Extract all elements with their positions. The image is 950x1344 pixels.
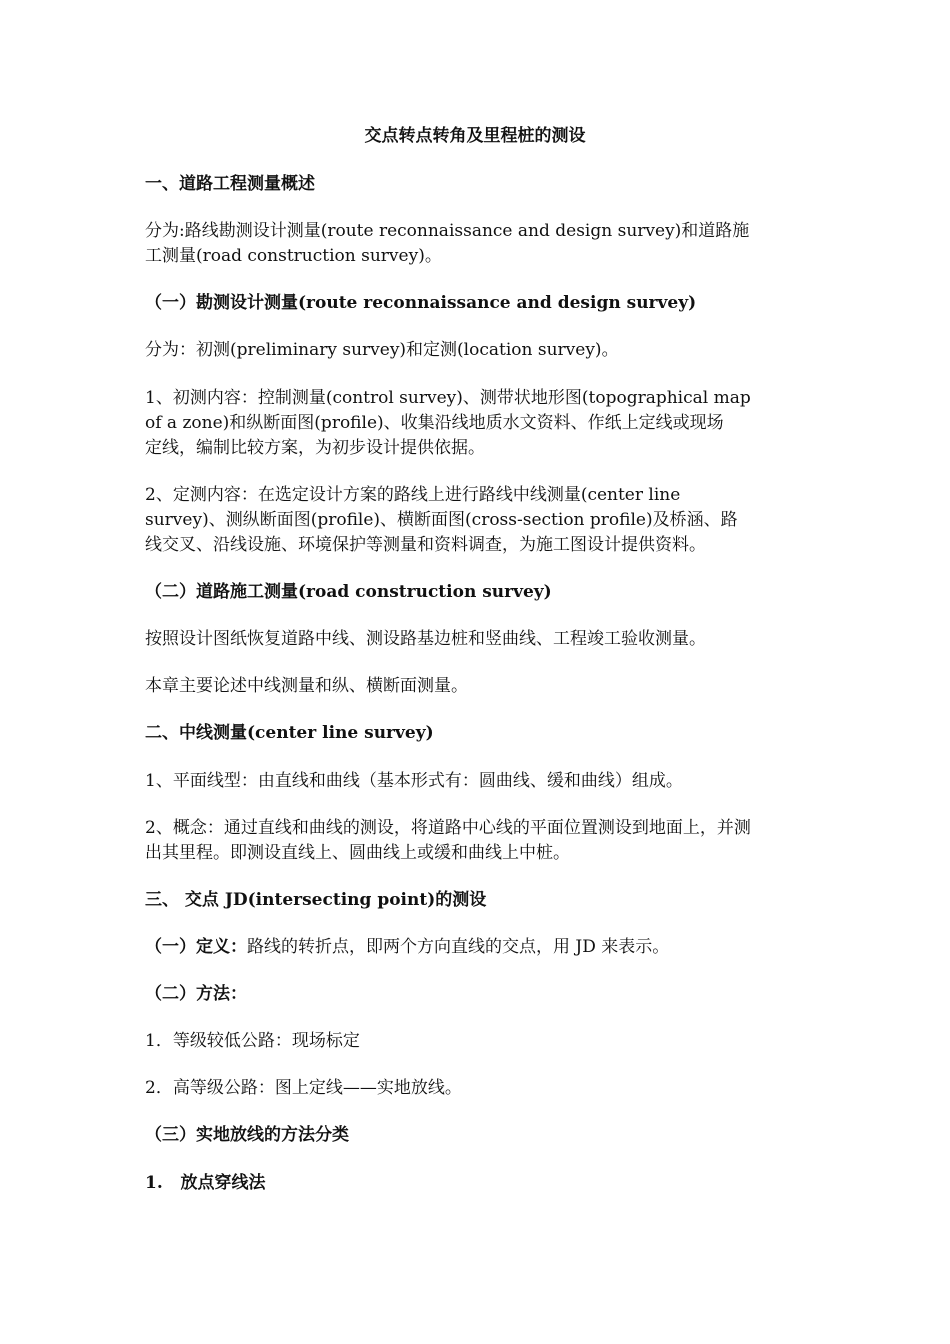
definition-text: 路线的转折点，即两个方向直线的交点，用 JD 来表示。: [247, 937, 670, 957]
paragraph-plane-alignment: 1、平面线型：由直线和曲线（基本形式有：圆曲线、缓和曲线）组成。: [145, 771, 683, 791]
paragraph-location-line3: 线交叉、沿线设施、环境保护等测量和资料调查，为施工图设计提供资料。: [145, 535, 706, 555]
paragraph-location-line2: survey)、测纵断面图(profile)、横断面图(cross-section profile)及桥涵、路: [145, 510, 738, 530]
paragraph-division-line2: 工测量(road construction survey)。: [145, 246, 442, 266]
paragraph-division-line1: 分为:路线勘测设计测量(route reconnaissance and design survey)和道路施: [145, 221, 750, 241]
section-heading-intersecting-point: 三、 交点 JD(intersecting point)的测设: [145, 890, 487, 910]
subsection-heading-method: （二）方法：: [145, 984, 247, 1004]
definition-label: （一）定义：: [145, 937, 247, 957]
subsection-heading-survey-design: （一）勘测设计测量(route reconnaissance and design survey): [145, 293, 697, 313]
paragraph-chapter: 本章主要论述中线测量和纵、横断面测量。: [145, 676, 468, 696]
paragraph-construction: 按照设计图纸恢复道路中线、测设路基边桩和竖曲线、工程竣工验收测量。: [145, 629, 706, 649]
paragraph-preliminary-line2: of a zone)和纵断面图(profile)、收集沿线地质水文资料、作纸上定线或现场: [145, 413, 724, 433]
paragraph-location-line1: 2、定测内容：在选定设计方案的路线上进行路线中线测量(center line: [145, 485, 681, 505]
item-heading-point-line: 1. 放点穿线法: [145, 1173, 266, 1193]
paragraph-definition: [145, 935, 810, 959]
paragraph-preliminary-line1: 1、初测内容：控制测量(control survey)、测带状地形图(topographical map: [145, 388, 751, 408]
page-title: 交点转点转角及里程桩的测设: [364, 126, 586, 146]
method-item-1: 1．等级较低公路：现场标定: [145, 1031, 360, 1051]
method-item-2: 2．高等级公路：图上定线——实地放线。: [145, 1078, 462, 1098]
paragraph-concept-line2: 出其里程。即测设直线上、圆曲线上或缓和曲线上中桩。: [145, 843, 570, 863]
section-heading-center-line: 二、中线测量(center line survey): [145, 723, 434, 743]
subsection-heading-construction: （二）道路施工测量(road construction survey): [145, 582, 552, 602]
section-heading-overview: 一、道路工程测量概述: [145, 174, 315, 194]
paragraph-concept-line1: 2、概念：通过直线和曲线的测设，将道路中心线的平面位置测设到地面上，并测: [145, 818, 751, 838]
paragraph-preliminary-line3: 定线，编制比较方案，为初步设计提供依据。: [145, 438, 485, 458]
subsection-heading-classification: （三）实地放线的方法分类: [145, 1125, 349, 1145]
paragraph-survey-division: 分为：初测(preliminary survey)和定测(location survey)。: [145, 340, 619, 360]
